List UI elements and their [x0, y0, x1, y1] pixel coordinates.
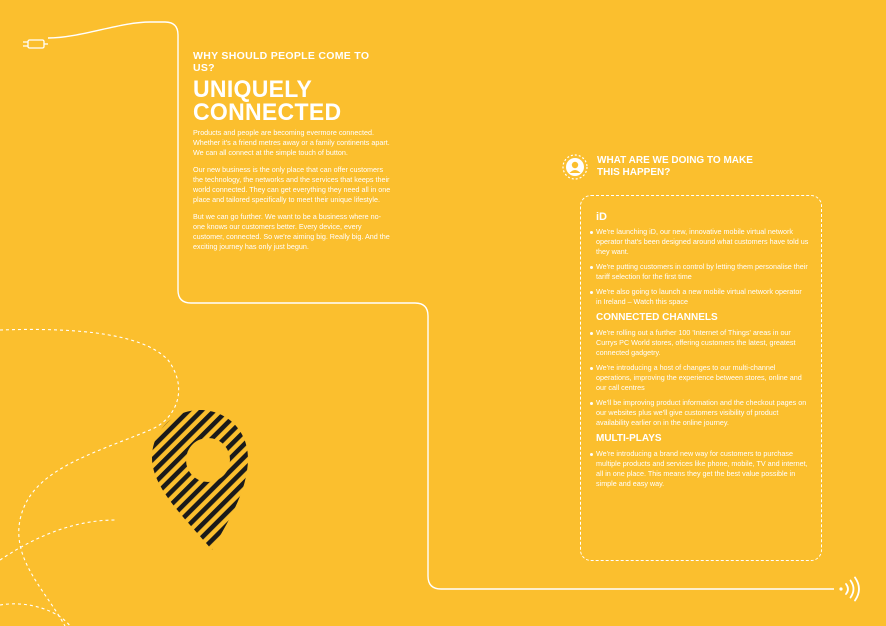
- page-title: [193, 74, 393, 126]
- intro-column: [193, 50, 393, 252]
- section-list-connected-channels: [596, 328, 809, 428]
- list-item: We're also going to launch a new mobile virtual network operator in Ireland – Watch this space: [590, 287, 809, 307]
- section-title-connected-channels: CONNECTED CHANNELS: [596, 312, 718, 323]
- wireless-signal-icon: [838, 576, 862, 604]
- section-list-multi-plays: [596, 449, 809, 489]
- section-title-id: iD: [596, 211, 607, 223]
- list-item: We're introducing a host of changes to our multi-channel operations, improving the experience between stores, online and our call centres: [590, 363, 809, 393]
- location-pin-icon: [150, 408, 250, 554]
- plug-icon: [22, 34, 54, 54]
- intro-paragraph-2: Our new business is the only place that can offer customers the technology, the networks and the services that keeps their world connected. They can get everything they need all in one place and tailored specifically to meet their unique lifestyle.: [193, 165, 391, 204]
- intro-paragraph-1: Products and people are becoming evermore connected. Whether it's a friend metres away or a family continents apart. We can all connect at the simple touch of button.: [193, 128, 390, 157]
- actions-box: [580, 195, 822, 561]
- title-line-2: CONNECTED: [193, 98, 342, 126]
- person-icon: [562, 154, 588, 180]
- list-item: We're introducing a brand new way for customers to purchase multiple products and services like phone, mobile, TV and internet, all in one place. This means they get the best value possible in simple and easy way.: [590, 449, 809, 489]
- section-list-id: [596, 227, 809, 307]
- actions-heading: [597, 155, 767, 179]
- actions-heading-line-1: WHAT ARE WE DOING TO MAKE: [597, 155, 753, 166]
- actions-heading-line-2: THIS HAPPEN?: [597, 167, 671, 178]
- list-item: We'll be improving product information and the checkout pages on our websites plus we'll give customers visibility of product availability earlier on in the online journey.: [590, 398, 809, 428]
- intro-paragraph-3: But we can go further. We want to be a business where no-one knows our customers better. Every device, every customer, connected. So we're aiming big. Really big. And the exciting journey has only just begun.: [193, 212, 390, 251]
- list-item: We're rolling out a further 100 'Internet of Things' areas in our Currys PC World stores, offering customers the latest, greatest connected gadgetry.: [590, 328, 809, 358]
- section-title-multi-plays: MULTI-PLAYS: [596, 433, 662, 444]
- list-item: We're launching iD, our new, innovative mobile virtual network operator that's been designed around what customers have told us they want.: [590, 227, 809, 257]
- list-item: We're putting customers in control by letting them personalise their tariff selection for the first time: [590, 262, 809, 282]
- eyebrow-heading: WHY SHOULD PEOPLE COME TO US?: [193, 50, 370, 74]
- title-line-1: UNIQUELY: [193, 74, 313, 103]
